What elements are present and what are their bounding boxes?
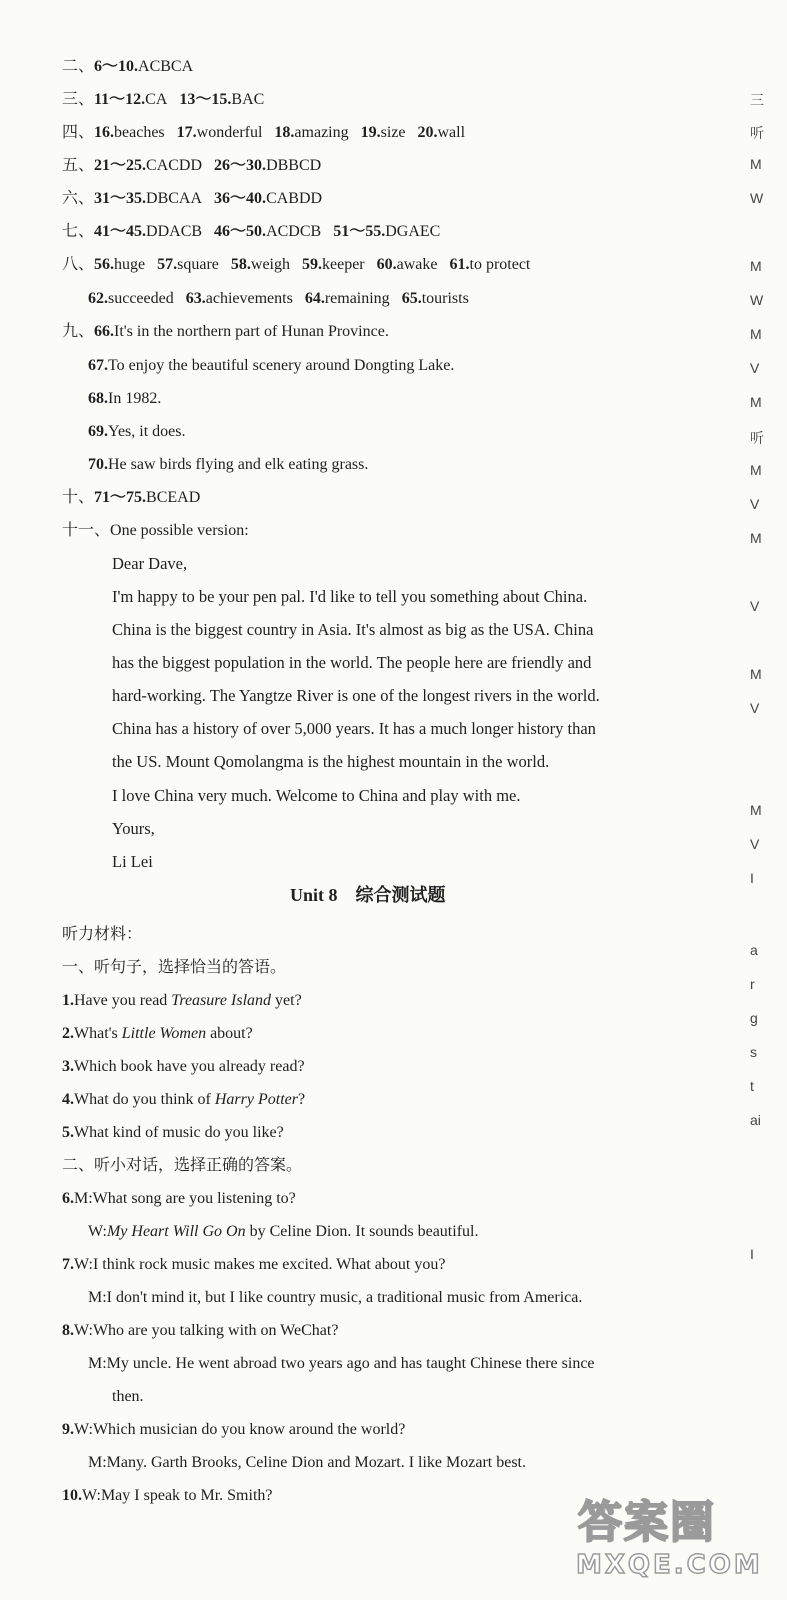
essay-signature: Li Lei xyxy=(112,852,153,871)
section-label: 十一、 xyxy=(62,522,111,539)
answer-text: CABDD xyxy=(266,190,323,207)
book-title: Little Women xyxy=(121,1025,207,1042)
question-number: 67. xyxy=(88,357,108,374)
listening-question-2 xyxy=(62,1023,253,1045)
answer-line-66 xyxy=(62,321,389,343)
answer-line-11 xyxy=(62,520,249,542)
answer-text: awake xyxy=(396,256,438,273)
essay-greeting: Dear Dave, xyxy=(112,554,188,573)
section-label: 四、 xyxy=(62,124,95,141)
question-number: 60. xyxy=(376,256,397,273)
question-number: 58. xyxy=(230,256,251,273)
question-number: 3. xyxy=(62,1058,74,1075)
answer-text: size xyxy=(380,124,406,141)
edge-char: V xyxy=(750,836,760,852)
edge-char: M xyxy=(750,156,762,172)
question-number: 16. xyxy=(94,124,115,141)
answer-text: wonderful xyxy=(196,124,263,141)
section-label: 八、 xyxy=(62,256,95,273)
question-number: 19. xyxy=(360,124,381,141)
answer-text: To enjoy the beautiful scenery around Dongting Lake. xyxy=(108,357,455,374)
edge-char: r xyxy=(750,976,755,992)
dialogue-text: by Celine Dion. It sounds beautiful. xyxy=(245,1223,479,1240)
question-number: 2. xyxy=(62,1025,74,1042)
question-text: What kind of music do you like? xyxy=(74,1124,284,1141)
edge-char: a xyxy=(750,942,758,958)
listening-part2-heading: 二、听小对话，选择正确的答案。 xyxy=(62,1157,303,1174)
answer-line-8 xyxy=(62,254,530,276)
question-text: about? xyxy=(206,1025,253,1042)
question-number: 65. xyxy=(401,290,422,307)
essay-line: I love China very much. Welcome to China and play with me. xyxy=(112,786,521,805)
edge-char: s xyxy=(750,1044,757,1060)
question-range: 51～55. xyxy=(333,223,386,240)
question-number: 10. xyxy=(62,1487,82,1504)
question-range: 46～50. xyxy=(214,223,267,240)
section-label: 五、 xyxy=(62,157,95,174)
edge-char: M xyxy=(750,326,762,342)
question-number: 64. xyxy=(304,290,325,307)
answer-text: remaining xyxy=(324,290,390,307)
dialogue-8-line-3: then. xyxy=(112,1388,144,1405)
essay-closing: Yours, xyxy=(112,819,155,838)
edge-char: ai xyxy=(750,1112,761,1128)
question-number: 66. xyxy=(94,323,115,340)
answer-text: huge xyxy=(114,256,146,273)
answer-text: to protect xyxy=(469,256,531,273)
answer-text: DDACB xyxy=(146,223,203,240)
question-number: 18. xyxy=(274,124,295,141)
section-label: 二、 xyxy=(62,58,95,75)
dialogue-10-line-1 xyxy=(62,1485,273,1507)
answer-text: ACBCA xyxy=(138,58,194,75)
question-range: 11～12. xyxy=(94,91,146,108)
section-label: 七、 xyxy=(62,223,95,240)
dialogue-8-line-2: M:My uncle. He went abroad two years ago and has taught Chinese there since xyxy=(88,1355,595,1372)
listening-question-4 xyxy=(62,1089,305,1111)
book-title: Treasure Island xyxy=(171,992,272,1009)
edge-char: 听 xyxy=(750,430,764,446)
answer-text: CACDD xyxy=(146,157,203,174)
edge-char: M xyxy=(750,666,762,682)
dialogue-text: M:What song are you listening to? xyxy=(74,1190,296,1207)
dialogue-text: W:May I speak to Mr. Smith? xyxy=(82,1487,273,1504)
answer-text: keeper xyxy=(322,256,365,273)
answer-text: square xyxy=(177,256,219,273)
answer-text: It's in the northern part of Hunan Province. xyxy=(114,323,389,340)
edge-char: M xyxy=(750,258,762,274)
question-number: 4. xyxy=(62,1091,74,1108)
answer-line-7 xyxy=(62,221,440,243)
dialogue-text: W:Which musician do you know around the world? xyxy=(74,1421,406,1438)
question-range: 41～45. xyxy=(94,223,147,240)
essay-line: China is the biggest country in Asia. It's almost as big as the USA. China xyxy=(112,620,594,639)
essay-line: I'm happy to be your pen pal. I'd like to tell you something about China. xyxy=(112,587,588,606)
answer-line-67 xyxy=(88,355,454,377)
question-number: 5. xyxy=(62,1124,74,1141)
watermark-url: MXQE.COM xyxy=(576,1550,763,1580)
edge-char: V xyxy=(750,598,760,614)
answer-line-8b xyxy=(88,288,469,310)
book-title: Harry Potter xyxy=(214,1091,298,1108)
section-label: 三、 xyxy=(62,91,95,108)
edge-char: W xyxy=(750,190,764,206)
essay-line: China has a history of over 5,000 years. It has a much longer history than xyxy=(112,719,596,738)
edge-char: t xyxy=(750,1078,754,1094)
answer-text: succeeded xyxy=(108,290,174,307)
listening-part1-heading: 一、听句子，选择恰当的答语。 xyxy=(62,959,287,976)
watermark-brand: 答案圈 xyxy=(578,1497,716,1548)
listening-question-5 xyxy=(62,1122,284,1144)
dialogue-6-line-2 xyxy=(88,1221,478,1243)
question-number: 62. xyxy=(88,290,108,307)
question-number: 70. xyxy=(88,456,108,473)
question-text: yet? xyxy=(271,992,302,1009)
section-label: 十、 xyxy=(62,489,95,506)
answer-text: amazing xyxy=(294,124,349,141)
answer-text: tourists xyxy=(421,290,469,307)
edge-char: V xyxy=(750,496,760,512)
section-label: 六、 xyxy=(62,190,95,207)
edge-char: 三 xyxy=(750,92,764,108)
dialogue-9-line-1 xyxy=(62,1419,405,1441)
edge-char: W xyxy=(750,292,764,308)
question-text: What do you think of xyxy=(74,1091,215,1108)
question-number: 68. xyxy=(88,390,108,407)
answer-line-2 xyxy=(62,56,193,78)
answer-line-10 xyxy=(62,487,200,509)
question-number: 1. xyxy=(62,992,74,1009)
answer-text: weigh xyxy=(250,256,290,273)
edge-char: I xyxy=(750,870,754,886)
question-text: Have you read xyxy=(74,992,172,1009)
edge-char: M xyxy=(750,530,762,546)
answer-text: DBBCD xyxy=(266,157,322,174)
answer-line-68 xyxy=(88,388,161,410)
edge-char: I xyxy=(750,1246,754,1262)
answer-text: beaches xyxy=(114,124,165,141)
answer-text: One possible version: xyxy=(110,522,249,539)
question-range: 31～35. xyxy=(94,190,147,207)
question-number: 8. xyxy=(62,1322,74,1339)
question-number: 57. xyxy=(157,256,178,273)
answer-text: achievements xyxy=(205,290,293,307)
edge-char: 听 xyxy=(750,125,764,141)
answer-text: DGAEC xyxy=(385,223,441,240)
listening-question-1 xyxy=(62,990,302,1012)
answer-line-6 xyxy=(62,188,322,210)
dialogue-6-line-1 xyxy=(62,1188,296,1210)
answer-text: Yes, it does. xyxy=(108,423,186,440)
answer-text: BAC xyxy=(231,91,265,108)
dialogue-7-line-1 xyxy=(62,1254,445,1276)
question-range: 6～10. xyxy=(94,58,139,75)
question-number: 17. xyxy=(176,124,197,141)
question-text: What's xyxy=(74,1025,122,1042)
dialogue-text: W:Who are you talking with on WeChat? xyxy=(74,1322,339,1339)
question-range: 71～75. xyxy=(94,489,147,506)
question-text: ? xyxy=(297,1091,306,1108)
section-label: 九、 xyxy=(62,323,95,340)
answer-text: ACDCB xyxy=(266,223,322,240)
essay-line: has the biggest population in the world. The people here are friendly and xyxy=(112,653,592,672)
answer-line-5 xyxy=(62,155,321,177)
question-number: 56. xyxy=(94,256,115,273)
unit-title: Unit 8 综合测试题 xyxy=(290,885,446,905)
answer-line-4 xyxy=(62,122,465,144)
question-number: 69. xyxy=(88,423,108,440)
question-range: 36～40. xyxy=(214,190,267,207)
dialogue-7-line-2: M:I don't mind it, but I like country music, a traditional music from America. xyxy=(88,1289,583,1306)
dialogue-8-line-1 xyxy=(62,1320,338,1342)
question-number: 7. xyxy=(62,1256,74,1273)
answer-line-3 xyxy=(62,89,264,111)
answer-text: He saw birds flying and elk eating grass. xyxy=(108,456,369,473)
dialogue-9-line-2: M:Many. Garth Brooks, Celine Dion and Mozart. I like Mozart best. xyxy=(88,1454,526,1471)
edge-char: V xyxy=(750,700,760,716)
edge-char: M xyxy=(750,394,762,410)
listening-question-3 xyxy=(62,1056,305,1078)
question-number: 63. xyxy=(185,290,206,307)
question-range: 26～30. xyxy=(214,157,267,174)
edge-char: g xyxy=(750,1010,758,1026)
edge-char: V xyxy=(750,360,760,376)
answer-text: BCEAD xyxy=(146,489,201,506)
question-number: 59. xyxy=(302,256,322,273)
question-number: 61. xyxy=(449,256,470,273)
question-number: 6. xyxy=(62,1190,74,1207)
answer-text: CA xyxy=(145,91,168,108)
watermark-logo xyxy=(568,1480,763,1590)
question-text: Which book have you already read? xyxy=(74,1058,305,1075)
question-range: 21～25. xyxy=(94,157,147,174)
answer-text: In 1982. xyxy=(108,390,162,407)
dialogue-text: W:I think rock music makes me excited. What about you? xyxy=(74,1256,446,1273)
speaker-label: W: xyxy=(88,1223,107,1240)
listening-heading: 听力材料： xyxy=(62,926,143,943)
question-range: 13～15. xyxy=(179,91,232,108)
answer-text: wall xyxy=(437,124,466,141)
answer-line-69 xyxy=(88,421,186,443)
edge-char: M xyxy=(750,802,762,818)
question-number: 9. xyxy=(62,1421,74,1438)
essay-line: the US. Mount Qomolangma is the highest mountain in the world. xyxy=(112,752,550,771)
song-title: My Heart Will Go On xyxy=(106,1223,246,1240)
question-number: 20. xyxy=(417,124,438,141)
essay-line: hard-working. The Yangtze River is one of the longest rivers in the world. xyxy=(112,686,600,705)
answer-text: DBCAA xyxy=(146,190,203,207)
answer-line-70 xyxy=(88,454,368,476)
edge-char: M xyxy=(750,462,762,478)
